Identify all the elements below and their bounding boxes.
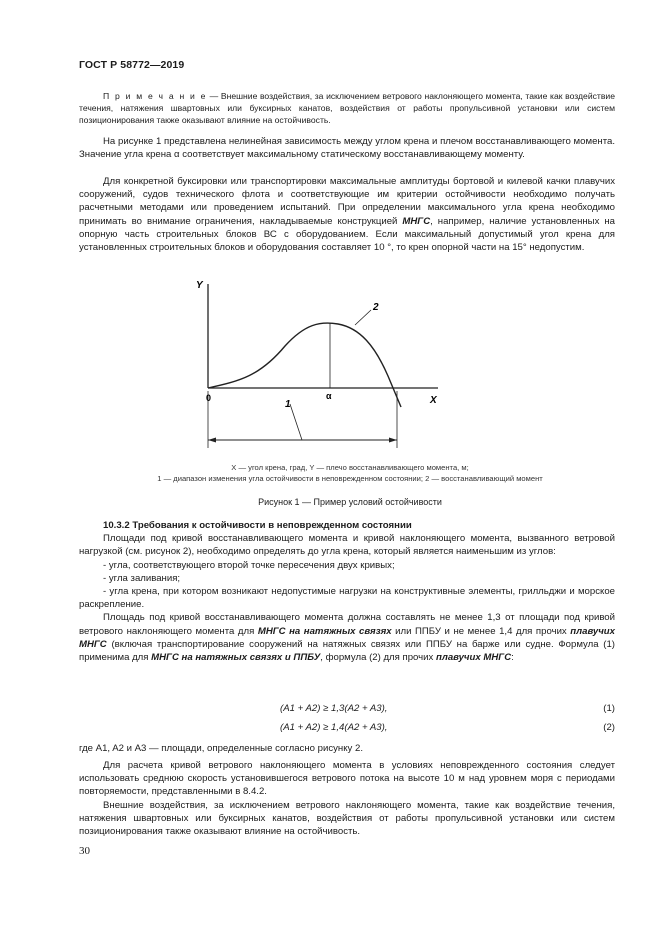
formula-row [0, 722, 661, 736]
paragraph-text: или ППБУ и не менее 1,4 для прочих [391, 625, 571, 637]
x-axis-label: X [430, 395, 437, 406]
restoring-moment-curve [208, 323, 401, 407]
paragraph-criteria [79, 611, 615, 664]
paragraph-areas: Площади под кривой восстанавливающего момента и кривой наклоняющего момента, вызванного ветровой нагрузкой (см. рисунок 2), необходимо определять до угла крена, который является наименьшим из углов: [79, 533, 615, 558]
section-title: Требования к остойчивости в неповрежденном состоянии [132, 520, 412, 531]
note-block [79, 90, 615, 127]
paragraph-text: , например, наличие установленных на опорную часть строительных блоков ВС с оборудованием. Если максимальный допустимый угол крена для установленных строительных блоков и оборудования составляет 10 °, то крен опорной части на 15° недопустим. [79, 215, 615, 254]
arrow-left-icon [208, 438, 216, 443]
list-item: - угла крена, при котором возникают недопустимые нагрузки на конструктивные элементы, грилльджи и морское раскрепление. [79, 586, 615, 611]
formula-row [0, 703, 661, 717]
final-block [79, 759, 615, 838]
document-header: ГОСТ Р 58772—2019 [79, 59, 185, 71]
paragraph-wind: Для расчета кривой ветрового наклоняющего момента в условиях неповрежденного состояния следует использовать среднюю скорость установившегося ветрового потока на высоте 10 м над уровнем моря с периодами повторяемости, представленными в 8.4.2. [79, 760, 615, 798]
term-floating: плавучих МНГС [436, 652, 512, 664]
y-axis-label: Y [196, 280, 203, 291]
figure-legend [100, 462, 600, 484]
term-floating: плавучих МНГС [79, 625, 615, 650]
legend-line: X — угол крена, град, Y — плечо восстанавливающего момента, м; [231, 463, 469, 472]
formula-expression: (A1 + A2) ≥ 1,3(A2 + A3), [280, 703, 388, 714]
formula-number: (2) [603, 722, 615, 733]
paragraph-text: , формула (2) для прочих [320, 652, 436, 664]
alpha-label: α [326, 391, 332, 401]
list-item: - угла заливания; [103, 572, 181, 584]
term-tlp: МНГС на натяжных связях [257, 625, 392, 637]
note-label: П р и м е ч а н и е [103, 91, 208, 101]
formula-expression: (A1 + A2) ≥ 1,4(A2 + A3), [280, 722, 388, 733]
figure-caption: Рисунок 1 — Пример условий остойчивости [258, 497, 442, 507]
paragraph-intro [79, 135, 615, 161]
where-block [79, 742, 615, 755]
paragraph-external: Внешние воздействия, за исключением ветрового наклоняющего момента, такие как воздействие течения, натяжения швартовных или буксирных канатов, воздействия от работы пропульсивной установки или систем позиционирования также оказывают влияние на остойчивость. [79, 799, 615, 838]
paragraph-text: Площадь под кривой восстанавливающего момента должна составлять не менее 1,3 от площади под кривой ветрового наклоняющего момента для [79, 612, 615, 637]
paragraph-text: Для конкретной буксировки или транспортировки максимальные амплитуды бортовой и килевой качки плавучих сооружений, судов технического флота и соответствующие им критерии остойчивости необходимо получать расчетными методами или проведением испытаний. При определении максимального угла крена необходимо принимать во внимание ограничения, накладываемые конструкцией [79, 176, 615, 227]
stability-figure [190, 276, 450, 456]
term-mngs: МНГС [402, 215, 431, 227]
range-leader [290, 404, 302, 440]
term-tlp-ppbu: МНГС на натяжных связях и ППБУ [151, 652, 321, 664]
section-number: 10.3.2 [103, 520, 130, 531]
list-item: - угла, соответствующего второй точке пересечения двух кривых; [103, 559, 395, 571]
origin-label: 0 [206, 393, 212, 403]
formula-number: (1) [603, 703, 615, 714]
paragraph-text: На рисунке 1 представлена нелинейная зависимость между углом крена и плечом восстанавливающего момента. Значение угла крена α соответствует максимальному статическому восстанавливающему моменту. [79, 136, 615, 161]
page-number: 30 [79, 845, 90, 857]
paragraph-text: : [511, 652, 514, 664]
curve-label: 2 [373, 302, 379, 313]
note-text: — Внешние воздействия, за исключением ветрового наклоняющего момента, такие как воздействие течения, натяжения швартовных или буксирных канатов, воздействия от работы пропульсивной установки или систем позиционирования также оказывают влияние на остойчивость. [79, 91, 615, 126]
arrow-right-icon [389, 438, 397, 443]
curve-leader [355, 310, 371, 325]
range-label: 1 [285, 399, 291, 410]
paragraph-text: (включая транспортирование сооружений на натяжных связях или ППБУ на барже или судне. Формула (1) применима для [79, 638, 615, 664]
where-line: где A1, A2 и A3 — площади, определенные согласно рисунку 2. [79, 743, 363, 754]
section-block [79, 519, 615, 664]
paragraph-towing [79, 175, 615, 254]
legend-line: 1 — диапазон изменения угла остойчивости в неповрежденном состоянии; 2 — восстанавливающий момент [157, 474, 543, 483]
